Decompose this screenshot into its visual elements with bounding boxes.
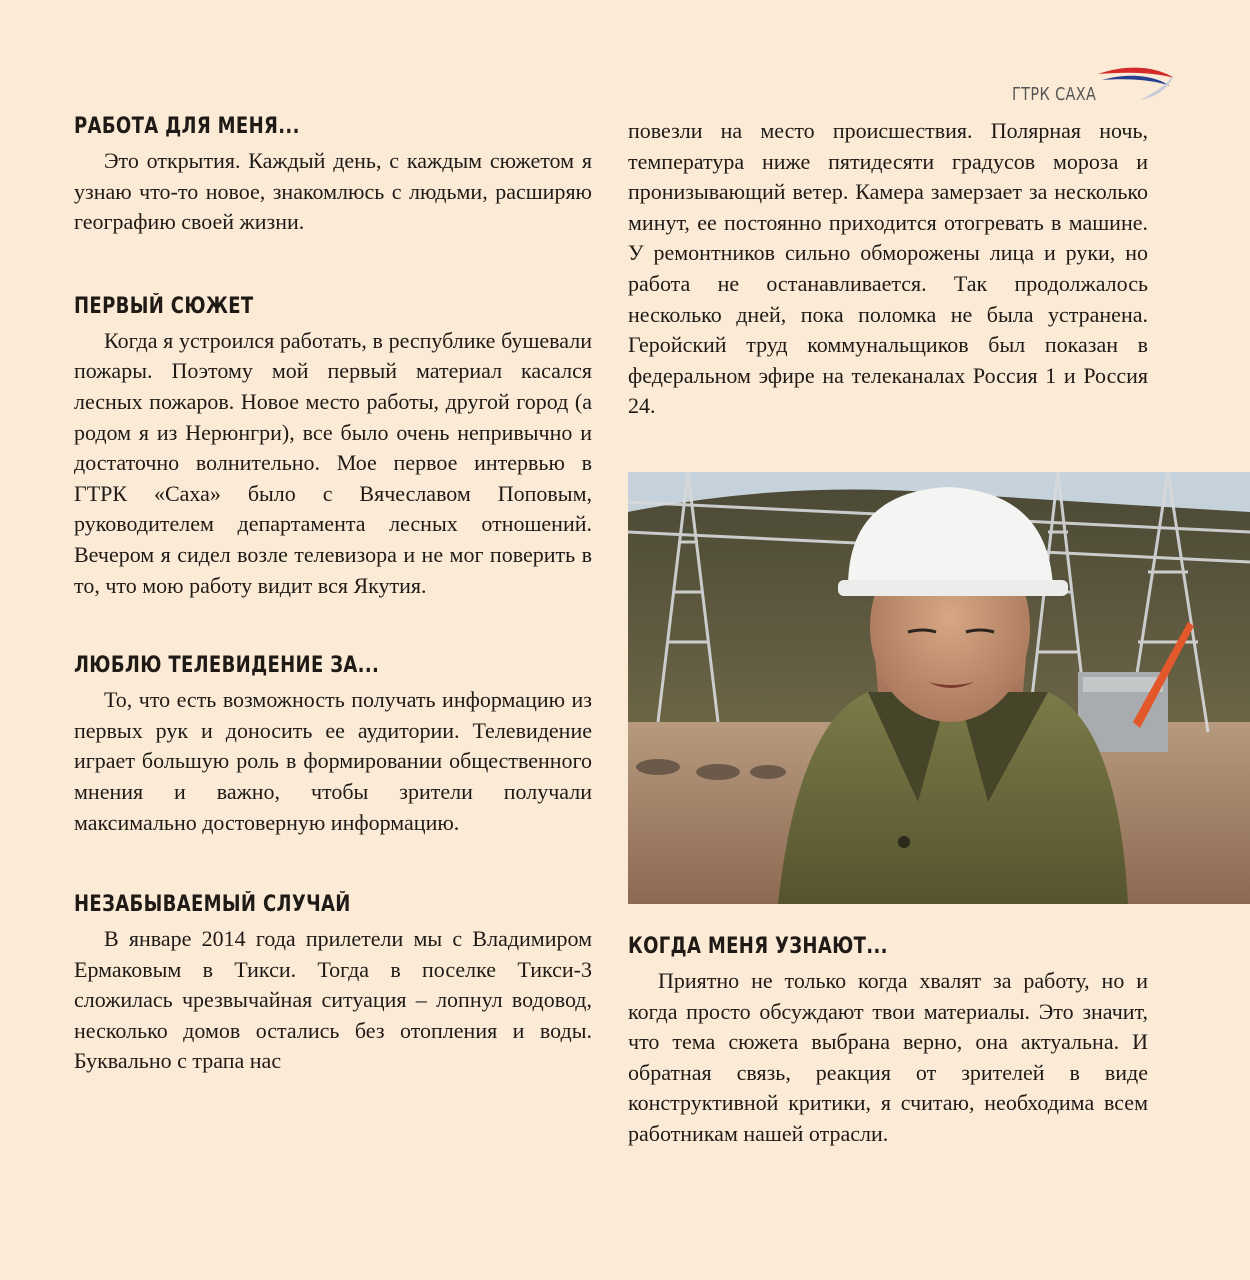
section-text-continuation: повезли на место происшествия. Полярная ночь, температура ниже пятидесяти градусов мороза и пронизывающий ветер. Камера замерзает за несколько минут, ее постоянно приходится отогревать в машине. У ремонтников сильно обморожены лица и руки, но работа не останавливается. Так продолжалось несколько дней, пока поломка не была устранена. Геройский труд коммунальщиков был показан в федеральном эфире на телеканалах Россия 1 и Россия 24.: [628, 118, 1148, 419]
gtrk-sakha-logo: [1012, 64, 1172, 108]
section-text: В январе 2014 года прилетели мы с Владимиром Ермаковым в Тикси. Тогда в поселке Тикси-3 сложилась чрезвычайная ситуация – лопнул водовод, несколько домов остались без отопления и воды. Буквально с трапа нас: [74, 926, 592, 1074]
section-heading: НЕЗАБЫВАЕМЫЙ СЛУЧАЙ: [74, 892, 351, 918]
left-column: [74, 112, 592, 1077]
reporter-photo: [628, 472, 1250, 904]
section-text: Когда я устроился работать, в республике бушевали пожары. Поэтому мой первый материал касался лесных пожаров. Новое место работы, другой город (а родом я из Нерюнгри), все было очень непривычно и достаточно волнительно. Мое первое интервью в ГТРК «Саха» было с Вячеславом Поповым, руководителем департамента лесных отношений. Вечером я сидел возле телевизора и не мог поверить в то, что мою работу видит вся Якутия.: [74, 327, 592, 598]
section-work: [74, 112, 592, 238]
section-heading: ЛЮБЛЮ ТЕЛЕВИДЕНИЕ ЗА...: [74, 653, 380, 679]
reporter-photo-image: [628, 472, 1250, 904]
section-heading: ПЕРВЫЙ СЮЖЕТ: [74, 293, 254, 319]
section-text: Это открытия. Каждый день, с каждым сюжетом я узнаю что-то новое, знакомлюсь с людьми, расширяю географию своей жизни.: [74, 148, 592, 235]
section-love-tv: [74, 651, 592, 838]
section-text: Приятно не только когда хвалят за работу, но и когда просто обсуждают твои материалы. Это значит, что тема сюжета выбрана верно, она актуальна. И обратная связь, реакция от зрителей в виде конструктивной критики, я считаю, необходима всем работникам нашей отрасли.: [628, 968, 1148, 1146]
section-heading: РАБОТА ДЛЯ МЕНЯ...: [74, 114, 300, 139]
section-heading: КОГДА МЕНЯ УЗНАЮТ...: [628, 934, 888, 959]
logo-swoosh-icon: [1096, 64, 1176, 104]
right-column-continuation: [628, 116, 1148, 422]
logo-text: ГТРК САХА: [1012, 84, 1097, 105]
right-column-bottom: [628, 932, 1148, 1150]
section-recognized: [628, 932, 1148, 1150]
section-text: То, что есть возможность получать информацию из первых рук и доносить ее аудитории. Телевидение играет большую роль в формировании общественного мнения и важно, чтобы зрители получали максимально достоверную информацию.: [74, 687, 592, 835]
section-unforgettable: [74, 890, 592, 1077]
section-first-story: [74, 292, 592, 601]
